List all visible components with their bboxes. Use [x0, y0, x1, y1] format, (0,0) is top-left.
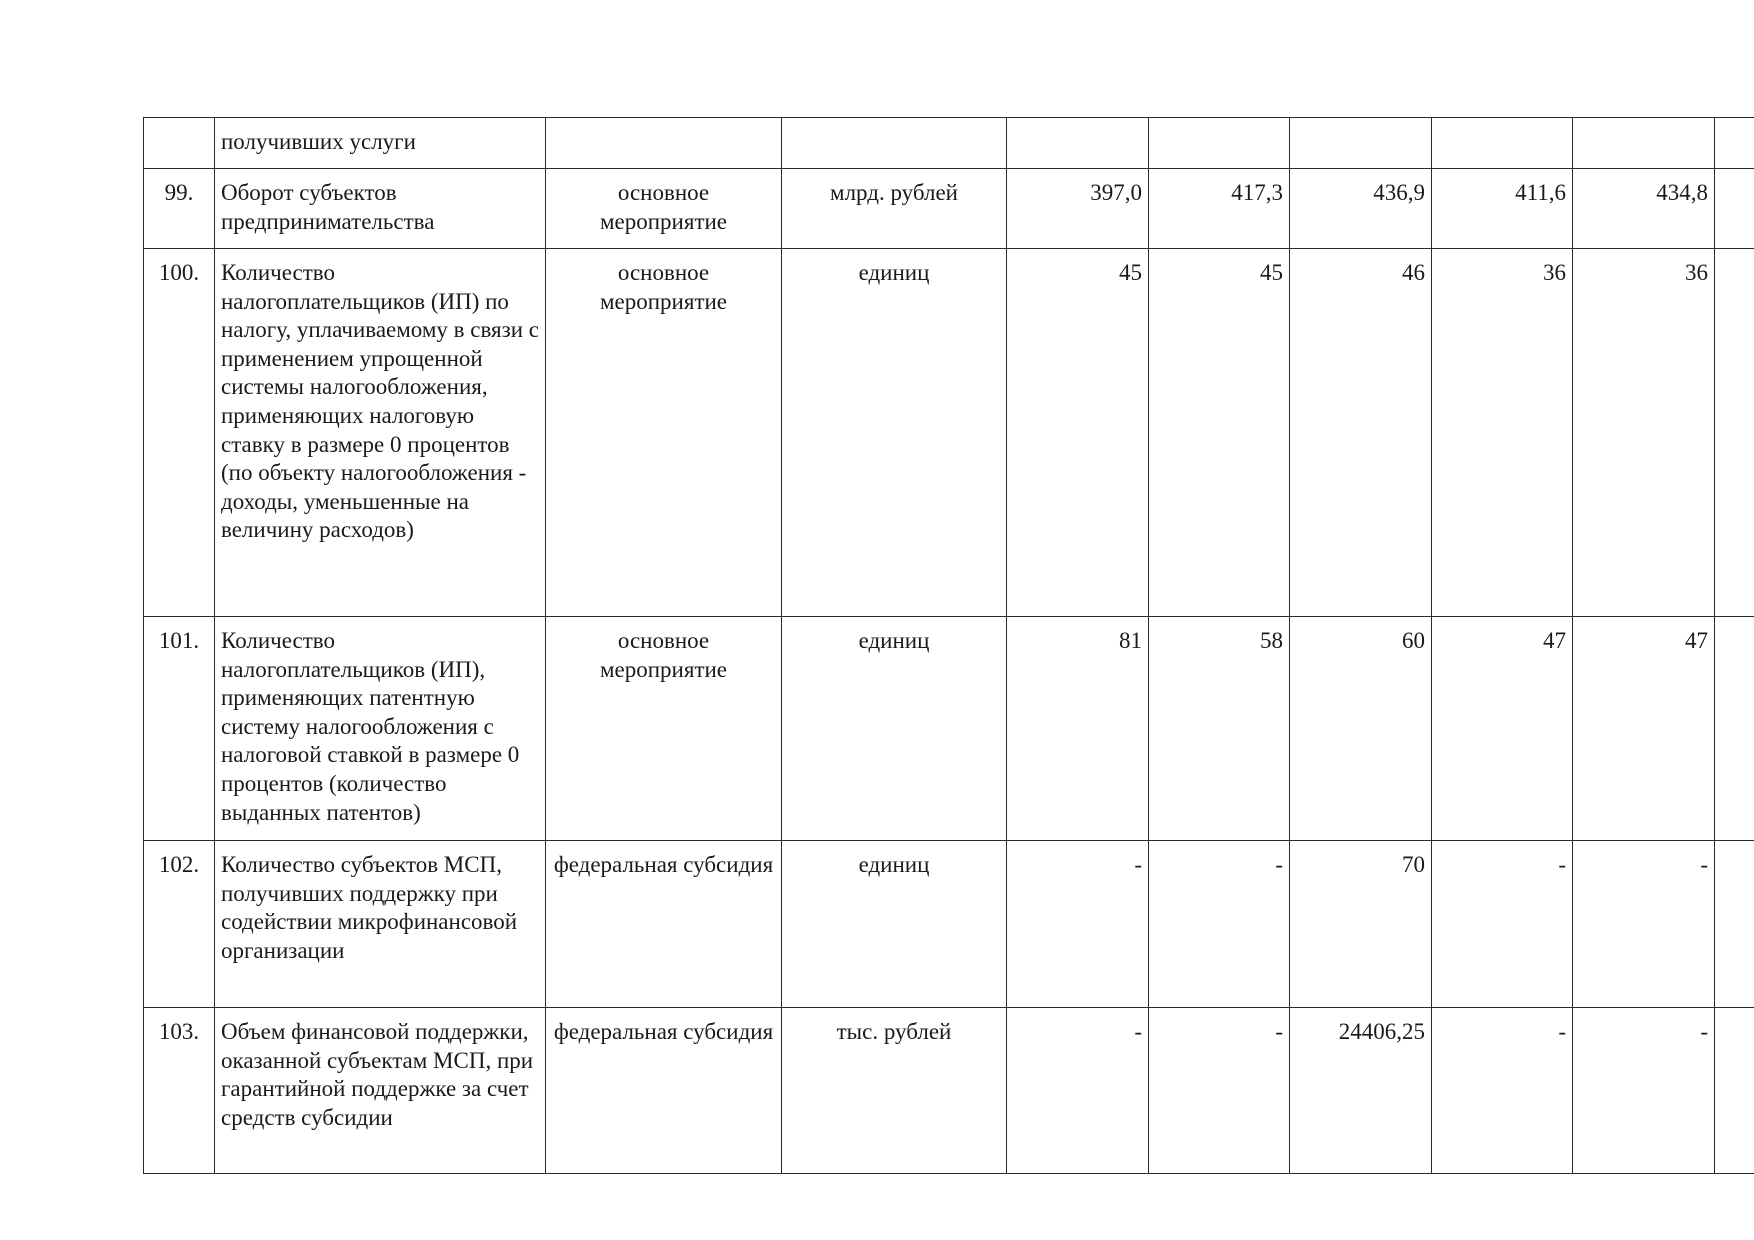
value-cell-year-2: - — [1149, 1008, 1290, 1174]
value-cell-year-3: 46 — [1290, 249, 1432, 617]
unit-cell: единиц — [782, 841, 1007, 1008]
value-cell-year-1: 81 — [1007, 617, 1149, 841]
value-cell-year-3: 24406,25 — [1290, 1008, 1432, 1174]
clipped-column-cell — [1715, 249, 1754, 617]
indicator-name-cell: получивших услуги — [215, 118, 546, 169]
unit-cell: млрд. рублей — [782, 169, 1007, 249]
table-body — [144, 118, 1754, 1174]
value-cell-year-3: 70 — [1290, 841, 1432, 1008]
value-cell-year-3: 436,9 — [1290, 169, 1432, 249]
value-cell-year-2: 58 — [1149, 617, 1290, 841]
row-number-cell — [144, 118, 215, 169]
value-cell-year-5: 47 — [1573, 617, 1715, 841]
value-cell-year-5: - — [1573, 841, 1715, 1008]
row-number-cell: 103. — [144, 1008, 215, 1174]
value-cell-year-5: - — [1573, 1008, 1715, 1174]
funding-source-cell: основное мероприятие — [546, 617, 782, 841]
indicator-name-cell: Объем финансовой поддержки, оказанной субъектам МСП, при гарантийной поддержке за счет средств субсидии — [215, 1008, 546, 1174]
value-cell-year-1: - — [1007, 841, 1149, 1008]
value-cell-year-5: 434,8 — [1573, 169, 1715, 249]
row-number-cell: 100. — [144, 249, 215, 617]
funding-source-cell: федеральная субсидия — [546, 841, 782, 1008]
value-cell-year-5: 36 — [1573, 249, 1715, 617]
table-row — [144, 249, 1754, 617]
value-cell-year-1: 397,0 — [1007, 169, 1149, 249]
indicators-table — [143, 117, 1754, 1174]
value-cell-year-4: 47 — [1432, 617, 1573, 841]
indicator-name-cell: Оборот субъектов предпринимательства — [215, 169, 546, 249]
unit-cell: тыс. рублей — [782, 1008, 1007, 1174]
table-row — [144, 841, 1754, 1008]
table-row — [144, 1008, 1754, 1174]
clipped-column-cell — [1715, 1008, 1754, 1174]
funding-source-cell: федеральная субсидия — [546, 1008, 782, 1174]
value-cell-year-2: - — [1149, 841, 1290, 1008]
value-cell-year-4: - — [1432, 1008, 1573, 1174]
unit-cell: единиц — [782, 617, 1007, 841]
value-cell-year-1: 45 — [1007, 249, 1149, 617]
value-cell-year-4: 36 — [1432, 249, 1573, 617]
unit-cell: единиц — [782, 249, 1007, 617]
row-number-cell: 99. — [144, 169, 215, 249]
indicator-name-cell: Количество налогоплательщиков (ИП), применяющих патентную систему налогообложения с налоговой ставкой в размере 0 процентов (количество выданных патентов) — [215, 617, 546, 841]
unit-cell — [782, 118, 1007, 169]
value-cell-year-2 — [1149, 118, 1290, 169]
funding-source-cell: основное мероприятие — [546, 249, 782, 617]
value-cell-year-4 — [1432, 118, 1573, 169]
value-cell-year-5 — [1573, 118, 1715, 169]
clipped-column-cell — [1715, 118, 1754, 169]
funding-source-cell — [546, 118, 782, 169]
funding-source-cell: основное мероприятие — [546, 169, 782, 249]
table-row — [144, 118, 1754, 169]
value-cell-year-3 — [1290, 118, 1432, 169]
value-cell-year-1 — [1007, 118, 1149, 169]
table-row — [144, 169, 1754, 249]
row-number-cell: 101. — [144, 617, 215, 841]
value-cell-year-4: - — [1432, 841, 1573, 1008]
clipped-column-cell — [1715, 841, 1754, 1008]
value-cell-year-2: 417,3 — [1149, 169, 1290, 249]
value-cell-year-2: 45 — [1149, 249, 1290, 617]
value-cell-year-1: - — [1007, 1008, 1149, 1174]
clipped-column-cell — [1715, 617, 1754, 841]
indicator-name-cell: Количество субъектов МСП, получивших поддержку при содействии микрофинансовой организации — [215, 841, 546, 1008]
value-cell-year-4: 411,6 — [1432, 169, 1573, 249]
value-cell-year-3: 60 — [1290, 617, 1432, 841]
clipped-column-cell — [1715, 169, 1754, 249]
indicator-name-cell: Количество налогоплательщиков (ИП) по налогу, уплачиваемому в связи с применением упрощенной системы налогообложения, применяющих налоговую ставку в размере 0 процентов (по объекту налогообложения - доходы, уменьшенные на величину расходов) — [215, 249, 546, 617]
table-row — [144, 617, 1754, 841]
row-number-cell: 102. — [144, 841, 215, 1008]
